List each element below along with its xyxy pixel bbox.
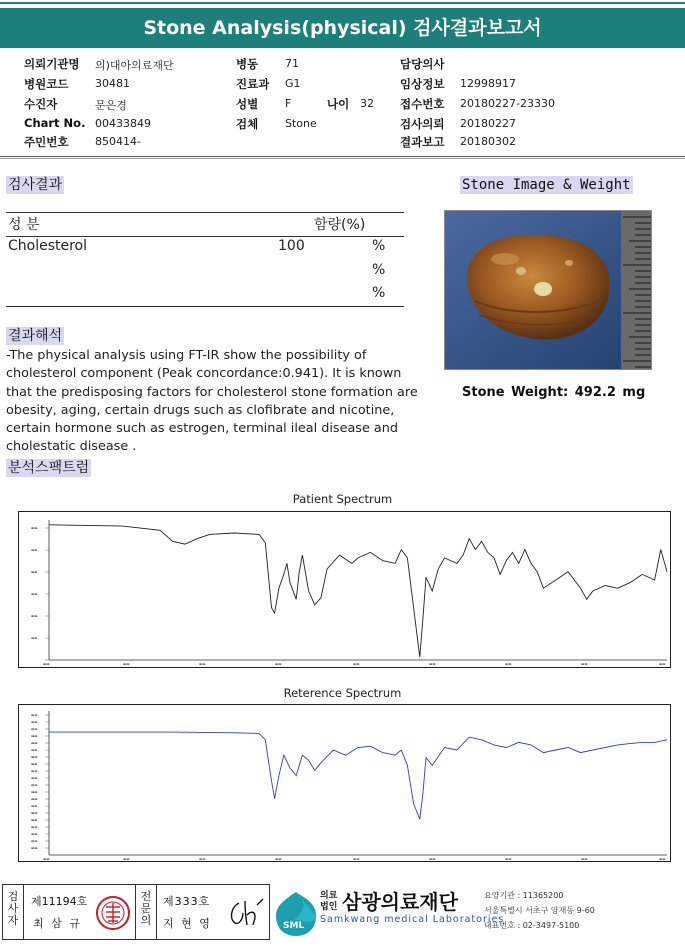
svg-text:▬▬: ▬▬ [31, 548, 38, 552]
request-date-value: 20180227 [460, 117, 516, 130]
hospital-code-value: 30481 [95, 77, 130, 90]
svg-text:▬▬: ▬▬ [659, 662, 666, 666]
sex-value: F [285, 97, 292, 110]
svg-text:▬▬: ▬▬ [31, 804, 38, 808]
collector-value: 문은경 [95, 99, 127, 112]
info-divider-thin [0, 158, 685, 159]
patient-spectrum-title: Patient Spectrum [292, 492, 393, 506]
report-date-label: 결과보고 [400, 135, 445, 149]
corp-label-2: 법인 [320, 902, 338, 912]
report-date-value: 20180302 [460, 135, 516, 148]
lab-phone: 대표번호 : 02-3497-5100 [484, 921, 580, 930]
patient-info-block [0, 52, 685, 152]
specialist-license-no: 제333호 [163, 895, 211, 908]
specialist-vertical-label: 전문의 [140, 890, 152, 927]
svg-text:▬▬: ▬▬ [31, 734, 38, 738]
ward-value: 71 [285, 57, 299, 70]
svg-text:▬▬: ▬▬ [31, 769, 38, 773]
svg-text:▬▬: ▬▬ [43, 857, 50, 861]
corp-label-1: 의료 [320, 891, 338, 901]
svg-text:▬▬: ▬▬ [31, 811, 38, 815]
age-value: 32 [360, 97, 374, 110]
svg-text:▬▬: ▬▬ [31, 762, 38, 766]
inspector-name: 최 삼 규 [33, 917, 82, 930]
svg-text:▬▬: ▬▬ [31, 846, 38, 850]
resident-no-value: 850414- [95, 135, 141, 148]
svg-text:▬▬: ▬▬ [353, 662, 360, 666]
table-header-rule [6, 236, 404, 237]
svg-text:▬▬: ▬▬ [31, 713, 38, 717]
content-column-header: 함량(%) [314, 217, 366, 233]
lab-english-name: Samkwang medical Laboratories [320, 914, 505, 925]
svg-text:▬▬: ▬▬ [505, 662, 512, 666]
receipt-label: 접수번호 [400, 97, 445, 111]
svg-text:▬▬: ▬▬ [275, 662, 282, 666]
svg-text:▬▬: ▬▬ [581, 662, 588, 666]
svg-text:▬▬: ▬▬ [31, 748, 38, 752]
sex-label: 성별 [236, 97, 259, 111]
specialist-name: 지 현 영 [163, 917, 212, 930]
request-label: 검사의뢰 [400, 117, 445, 131]
lab-logo-text: SML [283, 921, 305, 931]
info-divider [0, 156, 685, 157]
svg-text:▬▬: ▬▬ [123, 857, 130, 861]
lab-name: 삼광의료재단 [342, 890, 458, 914]
svg-text:▬▬: ▬▬ [31, 797, 38, 801]
component-table [6, 212, 404, 307]
svg-text:▬▬: ▬▬ [659, 857, 666, 861]
institution-label: 의뢰기관명 [24, 57, 80, 71]
svg-text:▬▬: ▬▬ [199, 857, 206, 861]
svg-text:▬▬: ▬▬ [31, 818, 38, 822]
svg-text:▬▬: ▬▬ [31, 755, 38, 759]
svg-text:▬▬: ▬▬ [353, 857, 360, 861]
reference-spectrum-plot [19, 705, 670, 861]
patient-spectrum-plot [19, 512, 670, 667]
interpretation-text: -The physical analysis using FT-IR show the possibility of cholesterol component (Peak concordance:0.941). It is known that the predisposing factors for cholesterol stone formation are obesity, aging, certain drugs such as clofibrate and nicotine, certain hormone such as estrogen, terminal ileal disease and cholestatic disease . [6, 348, 418, 455]
svg-text:▬▬: ▬▬ [31, 636, 38, 640]
svg-text:▬▬: ▬▬ [31, 790, 38, 794]
specimen-value: Stone [285, 117, 317, 130]
chart-no-value: 00433849 [95, 117, 151, 130]
footer-divider [23, 885, 24, 939]
report-title: Stone Analysis(physical) 검사결과보고서 [0, 8, 685, 48]
svg-text:▬▬: ▬▬ [199, 662, 206, 666]
institution-value: 의)대아의료재단 [95, 59, 174, 72]
svg-text:▬▬: ▬▬ [31, 839, 38, 843]
svg-text:▬▬: ▬▬ [275, 857, 282, 861]
dept-value: G1 [285, 77, 301, 90]
svg-text:▬▬: ▬▬ [43, 662, 50, 666]
agency-number: 요양기관 : 11365200 [484, 891, 564, 900]
svg-text:▬▬: ▬▬ [31, 720, 38, 724]
age-label: 나이 [327, 97, 350, 111]
svg-text:▬▬: ▬▬ [31, 727, 38, 731]
patient-spectrum-chart [18, 511, 671, 668]
table-bottom-rule [6, 306, 404, 307]
footer-divider [135, 885, 136, 939]
specialist-signature-icon [225, 897, 265, 929]
inspector-seal-icon [95, 893, 131, 933]
reference-spectrum-chart [18, 704, 671, 862]
stone-photo [444, 210, 652, 370]
svg-text:▬▬: ▬▬ [429, 857, 436, 861]
table-row-value: 100 [278, 238, 305, 254]
lab-address: 서울특별시 서초구 양재동 9-60 [484, 906, 595, 915]
lab-logo-icon [274, 890, 318, 938]
component-column-header: 성 분 [8, 217, 40, 233]
svg-text:▬▬: ▬▬ [581, 857, 588, 861]
stone-weight: Stone Weight: 492.2 mg [462, 385, 646, 400]
ward-label: 병동 [236, 57, 259, 71]
table-row-unit: % [372, 262, 386, 278]
table-row-unit: % [372, 285, 386, 301]
inspector-vertical-label: 검사자 [7, 890, 19, 927]
svg-text:▬▬: ▬▬ [429, 662, 436, 666]
spectrum-heading: 분석스팩트럼 [8, 460, 90, 476]
receipt-value: 20180227-23330 [460, 97, 555, 110]
svg-text:▬▬: ▬▬ [31, 783, 38, 787]
specimen-label: 검체 [236, 117, 259, 131]
hospital-code-label: 병원코드 [24, 77, 69, 91]
svg-text:▬▬: ▬▬ [123, 662, 130, 666]
lab-branding [272, 884, 685, 944]
svg-text:▬▬: ▬▬ [31, 614, 38, 618]
doctor-label: 담당의사 [400, 57, 445, 71]
chart-no-label: Chart No. [24, 116, 86, 130]
signature-block [2, 884, 270, 940]
svg-text:▬▬: ▬▬ [31, 832, 38, 836]
stone-heading: Stone Image & Weight [462, 177, 631, 193]
reference-spectrum-title: Reterence Spectrum [283, 686, 402, 700]
stone-photo-drawing [445, 211, 652, 370]
svg-text:▬▬: ▬▬ [31, 825, 38, 829]
table-top-rule [6, 212, 404, 213]
clinical-value: 12998917 [460, 77, 516, 90]
svg-text:▬▬: ▬▬ [31, 592, 38, 596]
svg-text:▬▬: ▬▬ [31, 741, 38, 745]
table-row-unit: % [372, 238, 386, 254]
svg-text:▬▬: ▬▬ [31, 526, 38, 530]
top-rule [0, 2, 685, 4]
footer-divider [156, 885, 157, 939]
clinical-label: 임상정보 [400, 77, 445, 91]
interpretation-heading: 결과해석 [8, 328, 63, 344]
resident-no-label: 주민번호 [24, 135, 69, 149]
results-heading: 검사결과 [8, 177, 63, 193]
dept-label: 진료과 [236, 77, 270, 91]
svg-text:▬▬: ▬▬ [31, 570, 38, 574]
inspector-license-no: 제11194호 [31, 895, 88, 908]
collector-label: 수진자 [24, 97, 58, 111]
svg-text:▬▬: ▬▬ [505, 857, 512, 861]
svg-text:▬▬: ▬▬ [31, 776, 38, 780]
table-row-component: Cholesterol [8, 238, 88, 254]
